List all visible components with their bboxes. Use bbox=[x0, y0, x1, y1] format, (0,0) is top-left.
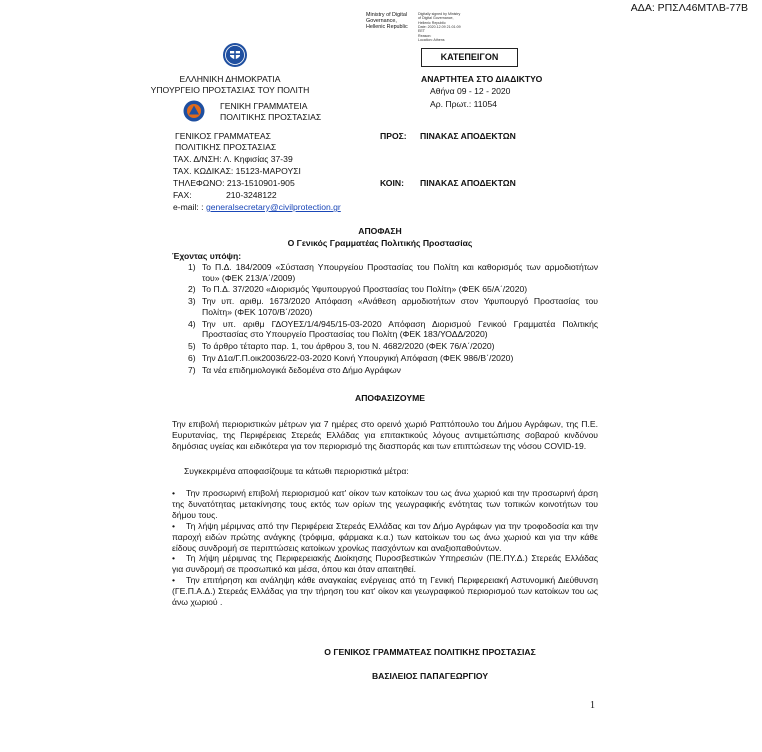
list-item bbox=[188, 353, 598, 364]
item-text: Το Π.Δ. 184/2009 «Σύσταση Υπουργείου Προστασίας του Πολίτη και καθορισμός των αρμοδιοτήτων του» (ΦΕΚ 213/Α΄/2009) bbox=[202, 262, 598, 283]
list-item bbox=[188, 262, 598, 283]
item-number: 2) bbox=[188, 284, 196, 295]
considering-heading: Έχοντας υπόψη: bbox=[172, 251, 242, 261]
sender-email-label: e-mail: : bbox=[173, 202, 204, 212]
to-value: ΠΙΝΑΚΑΣ ΑΠΟΔΕΚΤΩΝ bbox=[420, 131, 516, 141]
signature-right-line: Digitally signed by Ministry bbox=[418, 12, 461, 16]
list-item bbox=[172, 521, 598, 554]
signature-right-line: Hellenic Republic bbox=[418, 20, 446, 25]
sender-title: ΓΕΝΙΚΟΣ ΓΡΑΜΜΑΤΕΑΣ bbox=[175, 131, 271, 141]
decision-title: ΑΠΟΦΑΣΗ bbox=[358, 226, 402, 236]
signature-right-line: Reason: bbox=[418, 33, 432, 38]
bullet-icon: • bbox=[172, 575, 176, 586]
item-text: Τα νέα επιδημιολογικά δεδομένα στο Δήμο Αγράφων bbox=[202, 364, 401, 375]
signature-right-line: Date: 2020.12.09 21:01:09 bbox=[418, 24, 461, 29]
cc-value: ΠΙΝΑΚΑΣ ΑΠΟΔΕΚΤΩΝ bbox=[420, 178, 516, 188]
decision-paragraph: Την επιβολή περιοριστικών μέτρων για 7 ημέρες στο ορεινό χωριό Ραπτόπουλο του Δήμου Αγράφων, της Π.Ε. Ευρυτανίας, της Περιφέρειας Στερεάς Ελλάδας για επιτακτικούς λόγους αντιμετώπισης σοβαρού κινδύνου δημόσιας υγείας και ειδικότερα για τον περιορισμό της διασποράς και των επιπτώσεων της νόσου COVID-19. bbox=[172, 419, 598, 451]
list-item bbox=[188, 296, 598, 317]
bullet-icon: • bbox=[172, 520, 176, 531]
ada-code: ΑΔΑ: ΡΠΣΛ46ΜΤΛΒ-77Β bbox=[630, 2, 748, 14]
sender-postcode: ΤΑΧ. ΚΩΔΙΚΑΣ: 15123-ΜΑΡΟΥΣΙ bbox=[173, 166, 301, 176]
bullet-icon: • bbox=[172, 553, 176, 564]
greek-emblem-icon bbox=[222, 42, 248, 68]
bullet-icon: • bbox=[172, 488, 176, 498]
measures-list bbox=[172, 488, 598, 608]
sender-phone: ΤΗΛΕΦΩΝΟ: 213-1510901-905 bbox=[173, 178, 295, 188]
item-text: Το Π.Δ. 37/2020 «Διορισμός Υφυπουργού Προστασίας του Πολίτη» (ΦΕΚ 65/Α΄/2020) bbox=[202, 284, 528, 295]
signature-left-line: Governance, bbox=[366, 18, 397, 25]
protocol-number: Αρ. Πρωτ.: 11054 bbox=[430, 99, 497, 109]
signature-organization bbox=[366, 12, 414, 31]
general-secretariat-line1: ΓΕΝΙΚΗ ΓΡΑΜΜΑΤΕΙΑ bbox=[220, 101, 308, 111]
item-text: Την Δ1α/Γ.Π.οικ20036/22-03-2020 Κοινή Υπουργική Απόφαση (ΦΕΚ 986/Β΄/2020) bbox=[202, 352, 514, 363]
item-text: Το άρθρο τέταρτο παρ. 1, του άρθρου 3, του Ν. 4682/2020 (ΦΕΚ 76/Α΄/2020) bbox=[202, 341, 495, 352]
page-number: 1 bbox=[590, 700, 595, 711]
signature-right-line: of Digital Governance, bbox=[418, 16, 454, 21]
to-label: ΠΡΟΣ: bbox=[380, 131, 407, 141]
signature-left-line: Hellenic Republic bbox=[366, 24, 408, 31]
measure-text: Τη λήψη μέριμνας από την Περιφέρεια Στερεάς Ελλάδας και τον Δήμο Αγράφων για την τροφοδοσία και την παροχή ειδών πρώτης ανάγκης (τρόφιμα, φάρμακα κ.α.) των κατοίκων του ως άνω χωριού και για την κάθε είδους συνδρομή σε περιπτώσεις κατοίκων χρονίως πασχόντων και αναξιοπαθούντων. bbox=[172, 520, 598, 553]
email-link[interactable]: generalsecretary@civilprotection.gr bbox=[205, 202, 341, 212]
item-number: 6) bbox=[188, 352, 196, 363]
list-item bbox=[172, 488, 598, 521]
decide-heading: ΑΠΟΦΑΣΙΖΟΥΜΕ bbox=[355, 393, 425, 403]
sender-fax-label: FAX: bbox=[173, 190, 192, 200]
list-item bbox=[188, 284, 598, 295]
document-date: Αθήνα 09 - 12 - 2020 bbox=[430, 86, 511, 96]
closing-title: Ο ΓΕΝΙΚΟΣ ΓΡΑΜΜΑΤΕΑΣ ΠΟΛΙΤΙΚΗΣ ΠΡΟΣΤΑΣΙΑΣ bbox=[324, 647, 536, 657]
sender-subtitle: ΠΟΛΙΤΙΚΗΣ ΠΡΟΣΤΑΣΙΑΣ bbox=[175, 142, 277, 152]
signature-left-line: Ministry of Digital bbox=[366, 12, 408, 18]
item-text: Την υπ. αριθμ. 1673/2020 Απόφαση «Ανάθεση αρμοδιοτήτων στον Υφυπουργό Προστασίας του Πολίτη» (ΦΕΚ 1070/Β΄/2020) bbox=[202, 296, 598, 317]
ministry-name: ΥΠΟΥΡΓΕΙΟ ΠΡΟΣΤΑΣΙΑΣ ΤΟΥ ΠΟΛΙΤΗ bbox=[150, 85, 310, 95]
item-number: 4) bbox=[188, 318, 196, 329]
publish-label: ΑΝΑΡΤΗΤΕΑ ΣΤΟ ΔΙΑΔΙΚΤΥΟ bbox=[421, 74, 543, 84]
item-number: 5) bbox=[188, 341, 196, 352]
list-item bbox=[188, 319, 598, 340]
measure-text: Τη λήψη μέριμνας της Περιφερειακής Διοίκησης Πυροσβεστικών Υπηρεσιών (ΠΕ.ΠΥ.Δ.) Στερεάς Ελλάδας για συνδρομή σε προσωπικό και μέσα, όπου και όταν απαιτηθεί. bbox=[172, 553, 598, 575]
item-number: 3) bbox=[188, 296, 196, 307]
item-text: Την υπ. αριθμ ΓΔΟΥΕΣ/1/4/945/15-03-2020 Απόφαση Διορισμού Γενικού Γραμματέα Πολιτικής Προστασίας στο Υπουργείο Προστασίας του Πολίτη (ΦΕΚ 183/ΥΟΔΔ/2020) bbox=[202, 318, 598, 340]
list-item bbox=[188, 365, 598, 376]
considerations-list bbox=[188, 262, 598, 376]
item-number: 1) bbox=[188, 262, 196, 272]
closing-name: ΒΑΣΙΛΕΙΟΣ ΠΑΠΑΓΕΩΡΓΙΟΥ bbox=[371, 671, 489, 681]
sender-email bbox=[173, 202, 341, 213]
sender-fax-value: 210-3248122 bbox=[226, 190, 277, 200]
measure-text: Την επιτήρηση και ανάληψη κάθε αναγκαίας ενέργειας από τη Γενική Περιφερειακή Αστυνομική Διεύθυνση (ΓΕ.Π.Α.Δ.) Στερεάς Ελλάδας για την τήρηση του κατ' οίκον και γεωγραφικού περιορισμού των κατοίκων του ως άνω χωριού . bbox=[172, 575, 598, 608]
civil-protection-logo-icon bbox=[183, 100, 205, 122]
sender-address: ΤΑΧ. Δ/ΝΣΗ: Λ. Κηφισίας 37-39 bbox=[173, 154, 293, 164]
decision-subtitle: Ο Γενικός Γραμματέας Πολιτικής Προστασίας bbox=[287, 238, 473, 248]
measures-intro: Συγκεκριμένα αποφασίζουμε τα κάτωθι περιοριστικά μέτρα: bbox=[184, 466, 409, 476]
list-item bbox=[172, 575, 598, 608]
general-secretariat-line2: ΠΟΛΙΤΙΚΗΣ ΠΡΟΣΤΑΣΙΑΣ bbox=[220, 112, 322, 122]
urgent-badge: ΚΑΤΕΠΕΙΓΟΝ bbox=[421, 48, 518, 67]
cc-label: ΚΟΙΝ: bbox=[380, 178, 404, 188]
measure-text: Την προσωρινή επιβολή περιορισμού κατ' οίκον των κατοίκων του ως άνω χωριού και την προσωρινή άρση της δυνατότητας μετακίνησης τους εκτός των ορίων της γεωγραφικής ενότητας των τοπικών κοινοτήτων του δήμου τους. bbox=[172, 488, 598, 520]
state-name: ΕΛΛΗΝΙΚΗ ΔΗΜΟΚΡΑΤΙΑ bbox=[179, 74, 281, 84]
signature-right-line: Location: Athens bbox=[418, 37, 445, 42]
list-item bbox=[172, 553, 598, 575]
signature-right-line: EET bbox=[418, 29, 425, 34]
signature-details bbox=[418, 12, 474, 42]
list-item bbox=[188, 341, 598, 352]
item-number: 7) bbox=[188, 364, 196, 375]
